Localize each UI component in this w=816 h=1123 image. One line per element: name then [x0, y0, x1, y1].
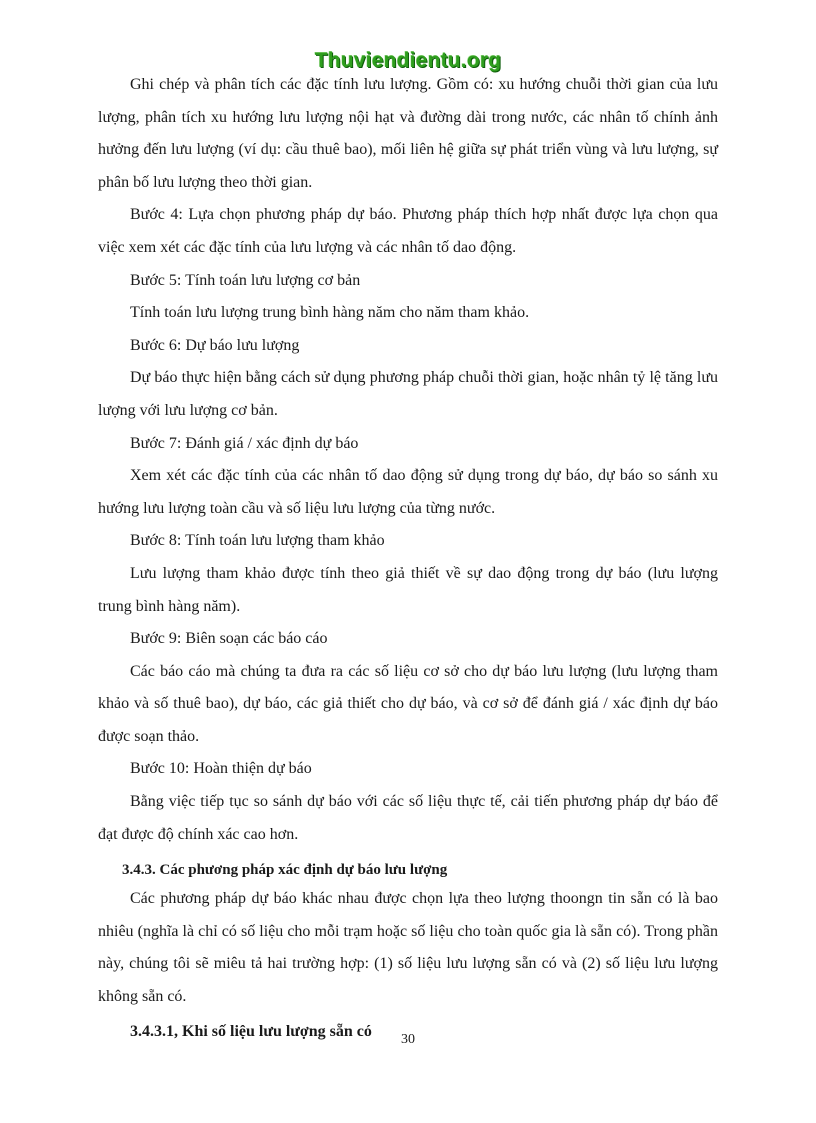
paragraph-step-4: Bước 4: Lựa chọn phương pháp dự báo. Phương pháp thích hợp nhất được lựa chọn qua việc xem xét các đặc tính của lưu lượng và các nhân tố dao động. — [98, 206, 718, 256]
paragraph-step-5: Tính toán lưu lượng trung bình hàng năm cho năm tham khảo. — [130, 304, 530, 322]
step-7-title: Bước 7: Đánh giá / xác định dự báo — [130, 434, 359, 452]
step-9-title: Bước 9: Biên soạn các báo cáo — [130, 630, 328, 648]
step-6-title: Bước 6: Dự báo lưu lượng — [130, 336, 300, 354]
subsection-heading: 3.4.3.1, Khi số liệu lưu lượng sẵn có — [130, 1022, 372, 1040]
page-number: 30 — [401, 1032, 415, 1047]
paragraph-step-7: Xem xét các đặc tính của các nhân tố dao động sử dụng trong dự báo, dự báo so sánh xu hướng lưu lượng toàn cầu và số liệu lưu lượng của từng nước. — [98, 467, 718, 517]
paragraph-step-10: Bằng việc tiếp tục so sánh dự báo với các số liệu thực tế, cải tiến phương pháp dự báo để đạt được độ chính xác cao hơn. — [98, 793, 718, 843]
paragraph-step-8: Lưu lượng tham khảo được tính theo giả thiết về sự dao động trong dự báo (lưu lượng trung bình hàng năm). — [98, 564, 718, 615]
paragraph-step-6: Dự báo thực hiện bằng cách sử dụng phương pháp chuỗi thời gian, hoặc nhân tỷ lệ tăng lưu lượng với lưu lượng cơ bản. — [98, 369, 718, 419]
document-body — [98, 69, 718, 1050]
step-5-title: Bước 5: Tính toán lưu lượng cơ bản — [130, 271, 361, 289]
step-8-title: Bước 8: Tính toán lưu lượng tham khảo — [130, 532, 385, 550]
paragraph-step-9: Các báo cáo mà chúng ta đưa ra các số liệu cơ sở cho dự báo lưu lượng (lưu lượng tham khảo và số thuê bao), dự báo, các giả thiết cho dự báo, và cơ sở để đánh giá / xác định dự báo được soạn thảo. — [98, 662, 718, 745]
section-heading: 3.4.3. Các phương pháp xác định dự báo lưu lượng — [122, 862, 448, 879]
paragraph-traffic-analysis: Ghi chép và phân tích các đặc tính lưu lượng. Gồm có: xu hướng chuỗi thời gian của lưu lượng, phân tích xu hướng lưu lượng nội hạt và đường dài trong nước, các nhân tố chính ảnh hưởng đến lưu lượng (ví dụ: cầu thuê bao), mối liên hệ giữa sự phát triển vùng và lưu lượng, sự phân bố lưu lượng theo thời gian. — [98, 76, 718, 191]
site-logo: Thuviendientu.org — [314, 49, 502, 72]
section-paragraph: Các phương pháp dự báo khác nhau được chọn lựa theo lượng thoongn tin sẵn có là bao nhiêu (nghĩa là chỉ có số liệu cho mỗi trạm hoặc số liệu cho toàn quốc gia là sẵn có). Trong phần này, chúng tôi sẽ miêu tả hai trường hợp: (1) số liệu lưu lượng sẵn có và (2) số liệu lưu lượng không sẵn có. — [98, 890, 718, 1006]
step-10-title: Bước 10: Hoàn thiện dự báo — [130, 760, 312, 778]
